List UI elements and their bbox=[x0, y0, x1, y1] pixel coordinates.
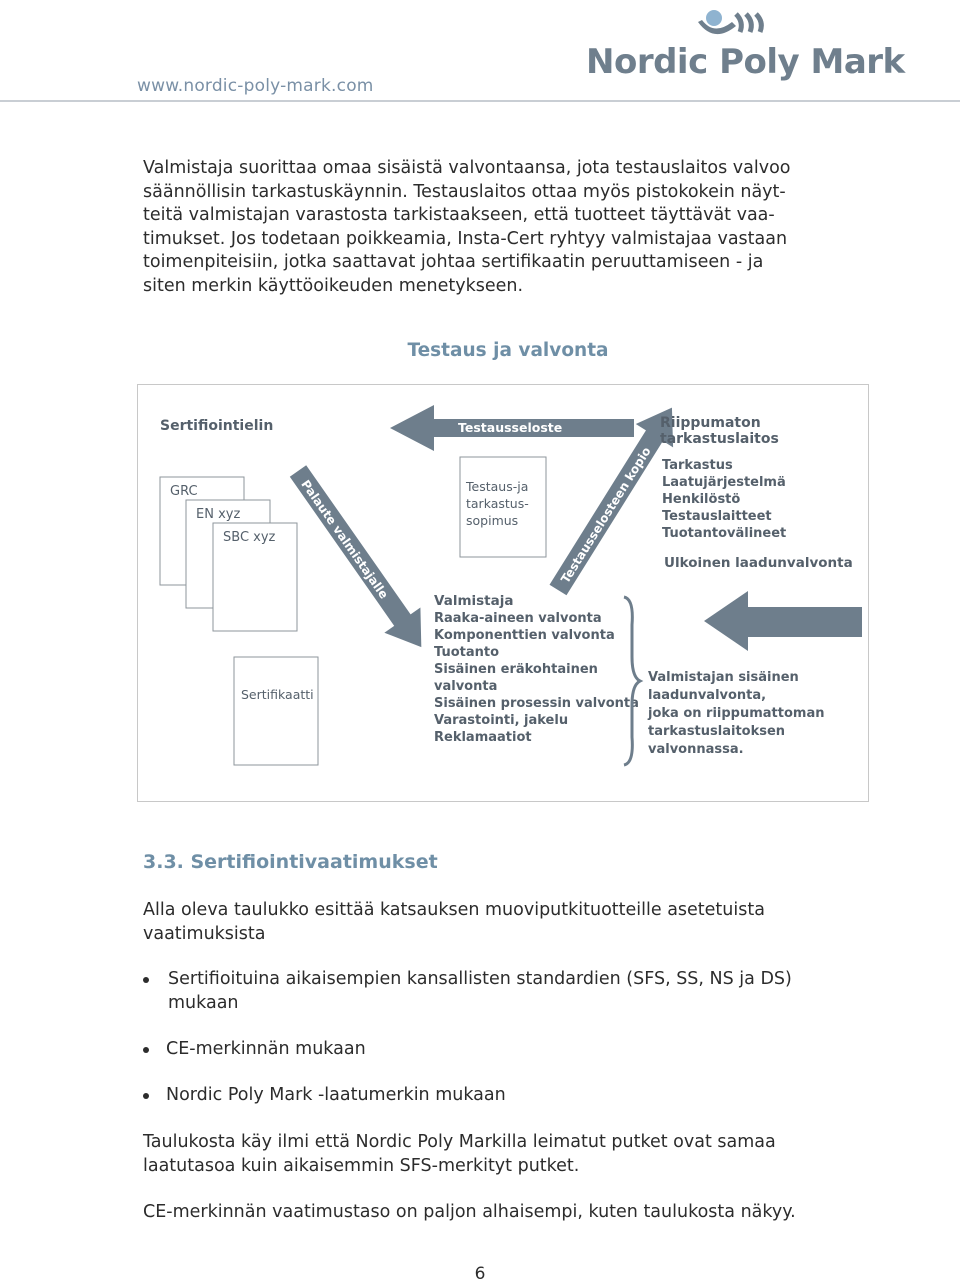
section-heading: 3.3. Sertifiointivaatimukset bbox=[143, 851, 438, 873]
document-label: GRC bbox=[170, 484, 198, 499]
nordic-poly-mark-logo bbox=[586, 4, 905, 86]
text-line: Nordic Poly Mark -laatumerkin mukaan bbox=[166, 1085, 506, 1105]
diagram-title: Testaus ja valvonta bbox=[407, 340, 609, 361]
contract-label: sopimus bbox=[466, 513, 519, 528]
feedback-arrow bbox=[280, 458, 439, 659]
testing-control-diagram bbox=[137, 384, 869, 802]
bullet-icon bbox=[143, 1047, 149, 1053]
document-label: EN xyz bbox=[196, 507, 241, 522]
lab-item: Henkilöstö bbox=[662, 492, 741, 507]
text-line: laatutasoa kuin aikaisemmin SFS-merkityt putket. bbox=[143, 1155, 580, 1176]
document-label: SBC xyz bbox=[223, 530, 276, 545]
feedback-arrow-label: Palaute valmistajalle bbox=[298, 477, 392, 602]
ce-paragraph bbox=[143, 1201, 878, 1225]
manufacturer-item: Varastointi, jakelu bbox=[434, 713, 569, 728]
internal-qc-text: valvonnassa. bbox=[648, 742, 744, 757]
internal-qc-text: laadunvalvonta, bbox=[648, 688, 767, 703]
bullet-icon bbox=[143, 977, 149, 983]
page-number: 6 bbox=[474, 1264, 486, 1284]
manufacturer-item: Reklamaatiot bbox=[434, 730, 532, 745]
contract-label: Testaus-ja bbox=[466, 479, 529, 494]
manufacturer-item: Raaka-aineen valvonta bbox=[434, 611, 602, 626]
lab-title: Riippumaton bbox=[660, 415, 761, 431]
text-line: teitä valmistajan varastosta tarkistaakseen, että tuotteet täyttävät vaa- bbox=[143, 205, 775, 225]
certifier-label: Sertifiointielin bbox=[160, 418, 274, 434]
text-line: säännöllisin tarkastuskäynnin. Testauslaitos ottaa myös pistokokein näyt- bbox=[143, 181, 786, 202]
report-copy-arrow-label: Testausselosteen kopio bbox=[558, 444, 654, 586]
website-url[interactable]: www.nordic-poly-mark.com bbox=[137, 76, 374, 96]
manufacturer-item: valvonta bbox=[434, 679, 498, 694]
manufacturer-item: Sisäinen eräkohtainen bbox=[434, 662, 598, 677]
certificate-document bbox=[234, 657, 318, 765]
internal-qc-text: tarkastuslaitoksen bbox=[648, 724, 786, 739]
lab-item: Testauslaitteet bbox=[662, 509, 772, 524]
contract-label: tarkastus- bbox=[466, 496, 529, 511]
text-line: Alla oleva taulukko esittää katsauksen muoviputkituotteille asetetuista bbox=[143, 900, 765, 920]
table-paragraph bbox=[143, 1131, 878, 1178]
text-line: Taulukosta käy ilmi että Nordic Poly Markilla leimatut putket ovat samaa bbox=[143, 1132, 776, 1152]
external-qc-label: Ulkoinen laadunvalvonta bbox=[664, 555, 853, 571]
internal-qc-text: Valmistajan sisäinen bbox=[648, 670, 799, 685]
text-line: vaatimuksista bbox=[143, 923, 266, 944]
manufacturer-item: Sisäinen prosessin valvonta bbox=[434, 696, 639, 711]
logo-text: Nordic Poly Mark bbox=[586, 42, 905, 82]
text-line: toimenpiteisiin, jotka saattavat johtaa sertifikaatin peruuttamiseen - ja bbox=[143, 252, 764, 272]
manufacturer-item: Komponenttien valvonta bbox=[434, 628, 615, 643]
manufacturer-item: Tuotanto bbox=[434, 645, 500, 660]
text-line: CE-merkinnän mukaan bbox=[166, 1039, 366, 1059]
lab-title: tarkastuslaitos bbox=[660, 431, 779, 447]
lab-item: Laatujärjestelmä bbox=[662, 475, 786, 490]
brace-icon bbox=[624, 597, 640, 765]
lab-item: Tuotantovälineet bbox=[662, 526, 787, 541]
intro-paragraph bbox=[143, 157, 878, 298]
text-line: siten merkin käyttöoikeuden menetykseen. bbox=[143, 275, 524, 296]
text-line: Sertifioituina aikaisempien kansallisten standardien (SFS, SS, NS ja DS) bbox=[168, 969, 792, 989]
text-line: Valmistaja suorittaa omaa sisäistä valvontaansa, jota testauslaitos valvoo bbox=[143, 158, 791, 178]
text-line: timukset. Jos todetaan poikkeamia, Insta-Cert ryhtyy valmistajaa vastaan bbox=[143, 228, 788, 249]
manufacturer-item: Valmistaja bbox=[434, 593, 514, 609]
header-divider bbox=[0, 100, 960, 102]
lab-item: Tarkastus bbox=[662, 458, 733, 473]
internal-qc-text: joka on riippumattoman bbox=[648, 706, 825, 721]
section-intro bbox=[143, 899, 878, 946]
internal-qc-arrow bbox=[704, 591, 862, 651]
diagram-canvas bbox=[138, 385, 868, 801]
logo-mark-icon bbox=[586, 4, 872, 46]
bullet-icon bbox=[143, 1093, 149, 1099]
report-arrow-label: Testausseloste bbox=[458, 420, 563, 435]
text-line: mukaan bbox=[168, 992, 239, 1013]
text-line: CE-merkinnän vaatimustaso on paljon alhaisempi, kuten taulukosta näkyy. bbox=[143, 1202, 796, 1222]
certificate-label: Sertifikaatti bbox=[241, 687, 314, 702]
